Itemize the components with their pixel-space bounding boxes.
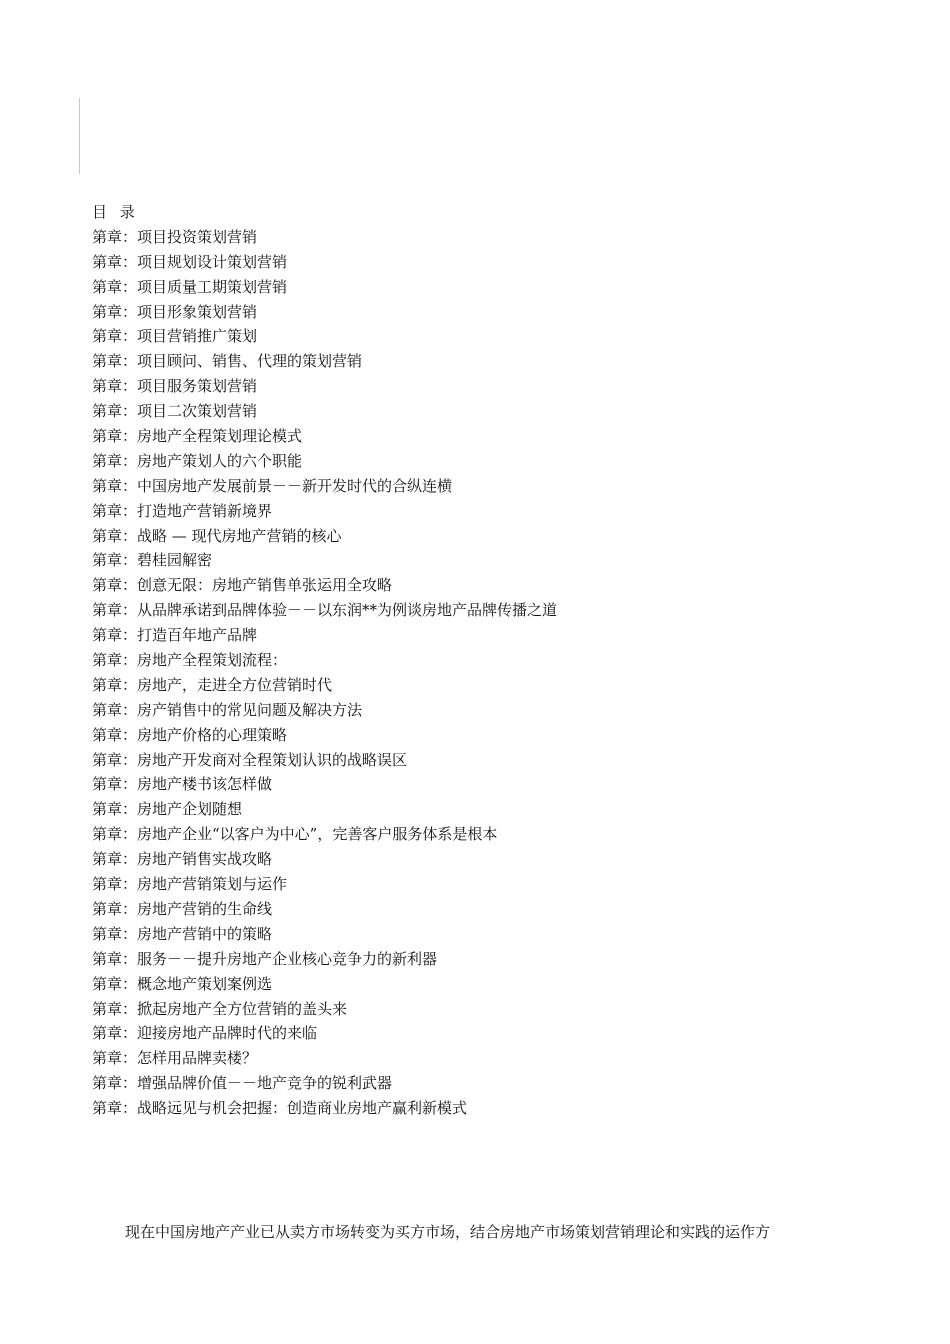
toc-list <box>92 225 912 1121</box>
toc-item: 第章：项目顾问、销售、代理的策划营销 <box>92 352 363 371</box>
page-margin-line <box>79 98 80 174</box>
toc-item: 第章：房地产策划人的六个职能 <box>92 451 303 470</box>
toc-item: 第章：房地产企划随想 <box>92 800 243 819</box>
toc-item: 第章：概念地产策划案例选 <box>92 974 273 993</box>
toc-item: 第章：房地产全程策划流程： <box>92 651 288 670</box>
toc-item: 第章：房地产价格的心理策略 <box>92 725 288 744</box>
toc-item: 第章：怎样用品牌卖楼？ <box>92 1049 258 1068</box>
toc-item: 第章：房地产营销策划与运作 <box>92 875 288 894</box>
toc-item: 第章：房地产销售实战攻略 <box>92 850 273 869</box>
toc-item: 第章：房地产，走进全方位营销时代 <box>92 675 333 694</box>
toc-item: 第章：房产销售中的常见问题及解决方法 <box>92 700 363 719</box>
toc-item: 第章：项目形象策划营销 <box>92 302 258 321</box>
toc-item: 第章：房地产营销中的策略 <box>92 924 273 943</box>
toc-item: 第章：房地产企业“以客户为中心”，完善客户服务体系是根本 <box>92 825 498 844</box>
toc-item: 第章：项目规划设计策划营销 <box>92 252 288 271</box>
toc-item: 第章：打造百年地产品牌 <box>92 626 258 645</box>
toc-item: 第章：迎接房地产品牌时代的来临 <box>92 1024 318 1043</box>
toc-item: 第章：增强品牌价值－－地产竞争的锐利武器 <box>92 1074 393 1093</box>
toc-item: 第章：从品牌承诺到品牌体验－－以东润**为例谈房地产品牌传播之道 <box>92 601 558 620</box>
toc-item: 第章：房地产楼书该怎样做 <box>92 775 273 794</box>
toc-item: 第章：项目服务策划营销 <box>92 377 258 396</box>
toc-item: 第章：创意无限：房地产销售单张运用全攻略 <box>92 576 393 595</box>
toc-item: 第章：战略 — 现代房地产营销的核心 <box>92 526 342 545</box>
toc-item: 第章：项目营销推广策划 <box>92 327 258 346</box>
toc-item: 第章：掀起房地产全方位营销的盖头来 <box>92 999 348 1018</box>
toc-item: 第章：中国房地产发展前景－－新开发时代的合纵连横 <box>92 476 453 495</box>
toc-item: 第章：战略远见与机会把握：创造商业房地产赢利新模式 <box>92 1099 468 1118</box>
toc-item: 第章：房地产营销的生命线 <box>92 899 273 918</box>
toc-item: 第章：房地产全程策划理论模式 <box>92 427 303 446</box>
toc-title: 目 录 <box>92 203 139 221</box>
toc-item: 第章：项目二次策划营销 <box>92 402 258 421</box>
toc-item: 第章：项目投资策划营销 <box>92 227 258 246</box>
toc-item: 第章：项目质量工期策划营销 <box>92 277 288 296</box>
table-of-contents <box>92 200 912 1121</box>
body-paragraph: 现在中国房地产产业已从卖方市场转变为买方市场，结合房地产市场策划营销理论和实践的运作方 <box>125 1223 771 1241</box>
toc-item: 第章：房地产开发商对全程策划认识的战略误区 <box>92 750 408 769</box>
toc-item: 第章：碧桂园解密 <box>92 551 213 570</box>
toc-item: 第章：服务－－提升房地产企业核心竞争力的新利器 <box>92 949 438 968</box>
toc-item: 第章：打造地产营销新境界 <box>92 501 273 520</box>
